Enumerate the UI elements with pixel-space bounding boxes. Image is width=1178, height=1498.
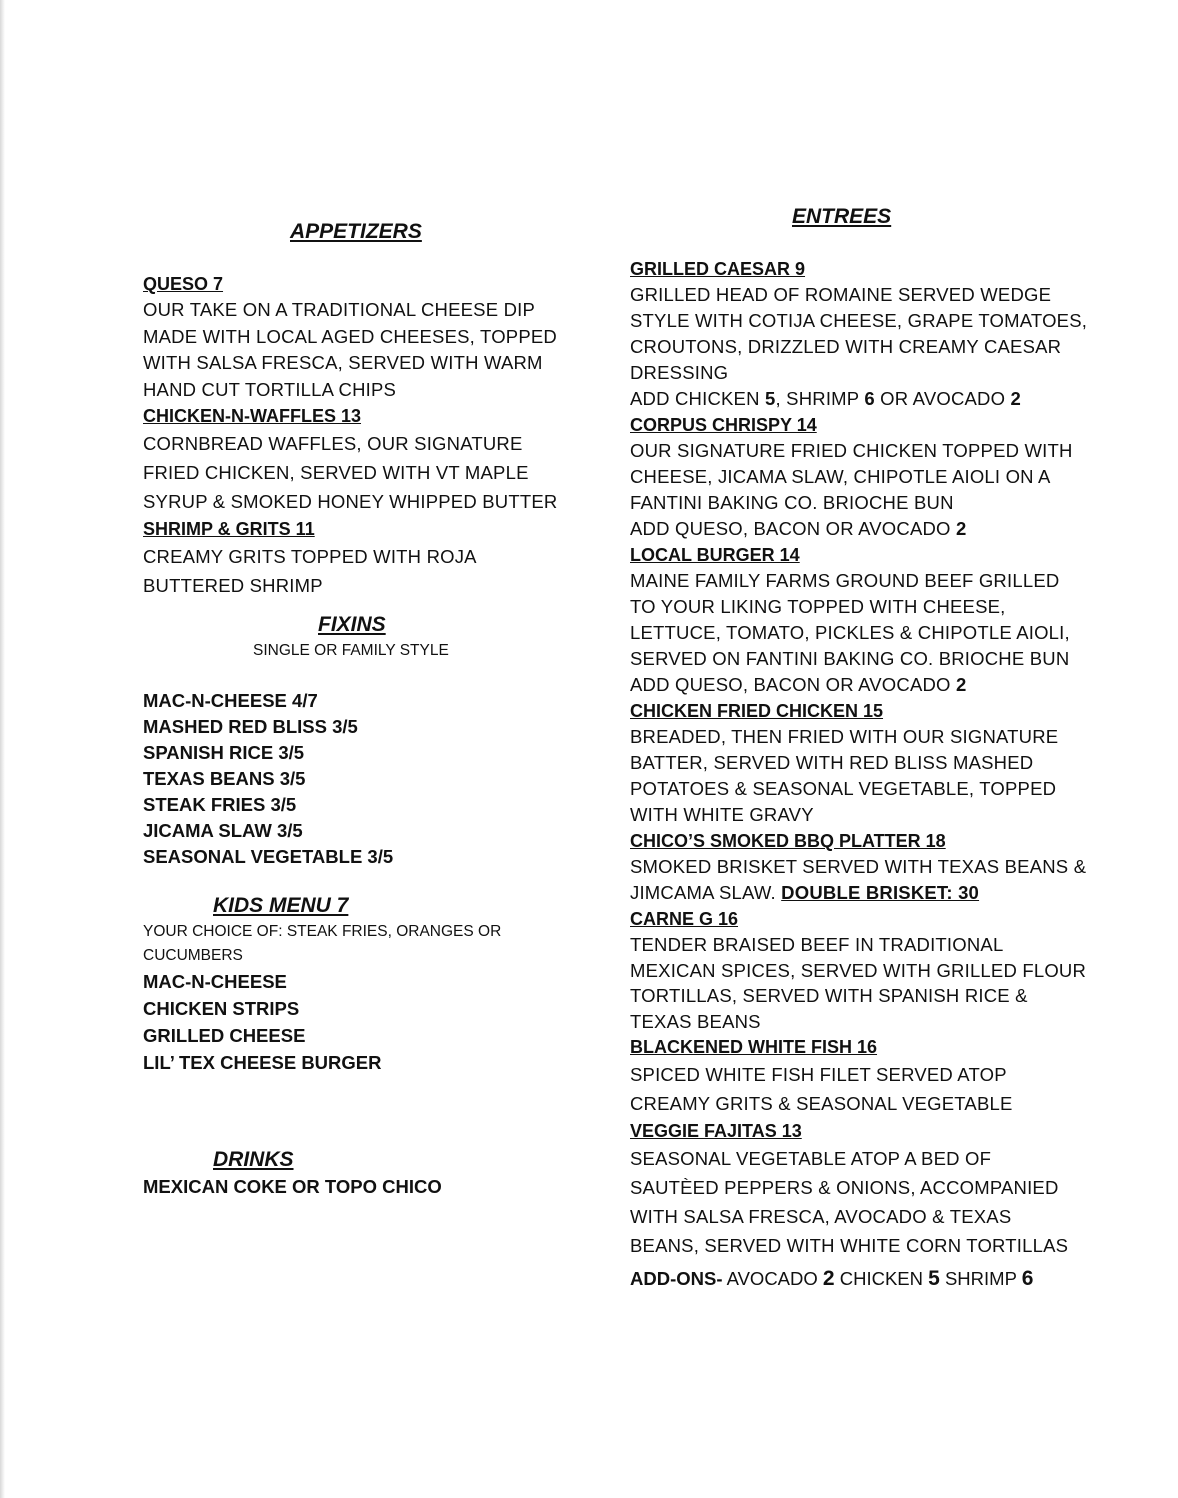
- item-title: LOCAL BURGER 14: [630, 545, 800, 565]
- add-on-text: OR AVOCADO: [874, 388, 1011, 409]
- right-column: [630, 203, 1100, 1296]
- note-line: YOUR CHOICE OF: STEAK FRIES, ORANGES OR: [143, 923, 502, 940]
- description-line: SYRUP & SMOKED HONEY WHIPPED BUTTER: [143, 491, 558, 512]
- description-line: CREAMY GRITS & SEASONAL VEGETABLE: [630, 1093, 1013, 1114]
- menu-item-bbq-platter: [630, 828, 1100, 906]
- menu-item-shrimp-and-grits: [143, 516, 573, 600]
- item-description: [630, 438, 1100, 542]
- description-line: BATTER, SERVED WITH RED BLISS MASHED: [630, 752, 1034, 773]
- fixin-item: MAC-N-CHEESE 4/7: [143, 690, 318, 711]
- fixin-item: TEXAS BEANS 3/5: [143, 768, 306, 789]
- description-line: SAUTÈED PEPPERS & ONIONS, ACCOMPANIED: [630, 1177, 1059, 1198]
- description-text: JIMCAMA SLAW.: [630, 882, 782, 903]
- menu-item-veggie-fajitas: [630, 1118, 1100, 1260]
- appetizers-heading: APPETIZERS: [290, 220, 422, 243]
- description-line: WITH WHITE GRAVY: [630, 804, 814, 825]
- description-line: OUR TAKE ON A TRADITIONAL CHEESE DIP: [143, 299, 536, 320]
- item-title: CHICKEN FRIED CHICKEN 15: [630, 701, 884, 721]
- description-line: WITH SALSA FRESCA, AVOCADO & TEXAS: [630, 1206, 1012, 1227]
- kids-item: LIL’ TEX CHEESE BURGER: [143, 1052, 382, 1073]
- add-on-line: [630, 386, 1100, 412]
- fixin-item: JICAMA SLAW 3/5: [143, 820, 303, 841]
- description-line: DRESSING: [630, 362, 729, 383]
- add-on-price: 2: [955, 518, 967, 539]
- menu-item-local-burger: [630, 542, 1100, 698]
- fixin-item: MASHED RED BLISS 3/5: [143, 716, 358, 737]
- item-description: [630, 854, 1100, 906]
- fixins-note: SINGLE OR FAMILY STYLE: [253, 642, 449, 659]
- item-description: [143, 429, 573, 516]
- description-line: SERVED ON FANTINI BAKING CO. BRIOCHE BUN: [630, 648, 1070, 669]
- fixins-heading: FIXINS: [318, 613, 386, 636]
- left-column: [143, 218, 573, 1200]
- item-title: CHICO’S SMOKED BBQ PLATTER 18: [630, 831, 946, 851]
- description-line: OUR SIGNATURE FRIED CHICKEN TOPPED WITH: [630, 440, 1073, 461]
- item-description: [630, 282, 1100, 412]
- page-edge: [0, 0, 5, 1498]
- description-line: FRIED CHICKEN, SERVED WITH VT MAPLE: [143, 462, 529, 483]
- item-title: BLACKENED WHITE FISH 16: [630, 1037, 878, 1057]
- kids-item: GRILLED CHEESE: [143, 1025, 306, 1046]
- description-line: SPICED WHITE FISH FILET SERVED ATOP: [630, 1064, 1007, 1085]
- description-line: TEXAS BEANS: [630, 1010, 761, 1032]
- description-line: FANTINI BAKING CO. BRIOCHE BUN: [630, 492, 954, 513]
- menu-item-chicken-n-waffles: [143, 403, 573, 516]
- description-line: MADE WITH LOCAL AGED CHEESES, TOPPED: [143, 325, 557, 347]
- description-line: TENDER BRAISED BEEF IN TRADITIONAL: [630, 934, 1004, 955]
- fixin-item: STEAK FRIES 3/5: [143, 794, 297, 815]
- kids-item: CHICKEN STRIPS: [143, 998, 300, 1019]
- add-on-price: 6: [864, 388, 875, 409]
- add-on-price: 2: [822, 1267, 835, 1290]
- item-title: CHICKEN-N-WAFFLES 13: [143, 406, 362, 426]
- add-on-line: [630, 672, 1100, 698]
- description-line: SMOKED BRISKET SERVED WITH TEXAS BEANS &: [630, 856, 1087, 877]
- add-on-text: ADD CHICKEN: [630, 388, 765, 409]
- item-title: CARNE G 16: [630, 909, 739, 929]
- fixin-item: SEASONAL VEGETABLE 3/5: [143, 846, 394, 867]
- fixins-list: [143, 688, 573, 870]
- add-on-price: 5: [928, 1267, 940, 1290]
- description-line: CROUTONS, DRIZZLED WITH CREAMY CAESAR: [630, 336, 1062, 357]
- item-title: VEGGIE FAJITAS 13: [630, 1121, 802, 1141]
- item-title: CORPUS CHRISPY 14: [630, 415, 817, 435]
- description-line: TORTILLAS, SERVED WITH SPANISH RICE &: [630, 985, 1028, 1006]
- description-line: [630, 880, 1100, 906]
- menu-item-grilled-caesar: [630, 256, 1100, 412]
- description-line: CHEESE, JICAMA SLAW, CHIPOTLE AIOLI ON A: [630, 466, 1051, 487]
- item-title: GRILLED CAESAR 9: [630, 259, 806, 279]
- item-description: [630, 932, 1100, 1034]
- add-ons-line: [630, 1262, 1100, 1296]
- add-on-text: ADD QUESO, BACON OR AVOCADO: [630, 518, 956, 539]
- add-on-price: 5: [765, 388, 776, 409]
- menu-item-chicken-fried-chicken: [630, 698, 1100, 828]
- menu-item-corpus-chrispy: [630, 412, 1100, 542]
- add-on-price: 2: [1010, 388, 1022, 409]
- description-line: WITH SALSA FRESCA, SERVED WITH WARM: [143, 352, 543, 373]
- description-line: TO YOUR LIKING TOPPED WITH CHEESE,: [630, 596, 1006, 617]
- description-line: LETTUCE, TOMATO, PICKLES & CHIPOTLE AIOLI,: [630, 622, 1070, 643]
- description-line: POTATOES & SEASONAL VEGETABLE, TOPPED: [630, 778, 1057, 799]
- description-line: SEASONAL VEGETABLE ATOP A BED OF: [630, 1148, 992, 1169]
- item-description: [143, 542, 573, 600]
- description-line: STYLE WITH COTIJA CHEESE, GRAPE TOMATOES,: [630, 310, 1088, 331]
- add-on-text: AVOCADO: [722, 1268, 823, 1289]
- item-description: [630, 724, 1100, 828]
- item-description: [630, 1060, 1100, 1118]
- menu-item-blackened-white-fish: [630, 1034, 1100, 1118]
- add-on-text: CHICKEN: [834, 1268, 929, 1289]
- menu-item-carne-g: [630, 906, 1100, 1034]
- item-description: [143, 297, 573, 403]
- item-title: SHRIMP & GRITS 11: [143, 519, 315, 539]
- add-on-text: , SHRIMP: [775, 388, 865, 409]
- item-description: [630, 568, 1100, 698]
- description-line: GRILLED HEAD OF ROMAINE SERVED WEDGE: [630, 284, 1052, 305]
- add-on-price: 2: [955, 674, 967, 695]
- drinks-text: MEXICAN COKE OR TOPO CHICO: [143, 1176, 442, 1197]
- description-line: MEXICAN SPICES, SERVED WITH GRILLED FLOUR: [630, 959, 1087, 981]
- add-on-line: [630, 516, 1100, 542]
- add-on-price: 6: [1021, 1267, 1034, 1290]
- kids-menu-list: [143, 968, 573, 1076]
- note-line: CUCUMBERS: [143, 947, 243, 964]
- description-line: CREAMY GRITS TOPPED WITH ROJA: [143, 546, 477, 567]
- double-brisket-price: DOUBLE BRISKET: 30: [781, 882, 980, 903]
- description-line: BUTTERED SHRIMP: [143, 575, 323, 596]
- description-line: CORNBREAD WAFFLES, OUR SIGNATURE: [143, 433, 523, 454]
- description-line: HAND CUT TORTILLA CHIPS: [143, 378, 397, 400]
- description-line: MAINE FAMILY FARMS GROUND BEEF GRILLED: [630, 570, 1060, 591]
- item-title: QUESO 7: [143, 274, 224, 294]
- menu-item-queso: [143, 271, 573, 403]
- entrees-heading: ENTREES: [792, 205, 892, 228]
- fixin-item: SPANISH RICE 3/5: [143, 742, 305, 763]
- add-on-text: ADD QUESO, BACON OR AVOCADO: [630, 674, 956, 695]
- add-ons-label: ADD-ONS-: [630, 1268, 723, 1289]
- kids-menu-note: [143, 920, 573, 968]
- item-description: [630, 1144, 1100, 1260]
- drinks-heading: DRINKS: [213, 1148, 294, 1171]
- description-line: BREADED, THEN FRIED WITH OUR SIGNATURE: [630, 726, 1059, 747]
- add-on-text: SHRIMP: [939, 1268, 1022, 1289]
- description-line: BEANS, SERVED WITH WHITE CORN TORTILLAS: [630, 1235, 1069, 1256]
- kids-menu-heading: KIDS MENU 7: [213, 894, 349, 917]
- kids-item: MAC-N-CHEESE: [143, 971, 287, 992]
